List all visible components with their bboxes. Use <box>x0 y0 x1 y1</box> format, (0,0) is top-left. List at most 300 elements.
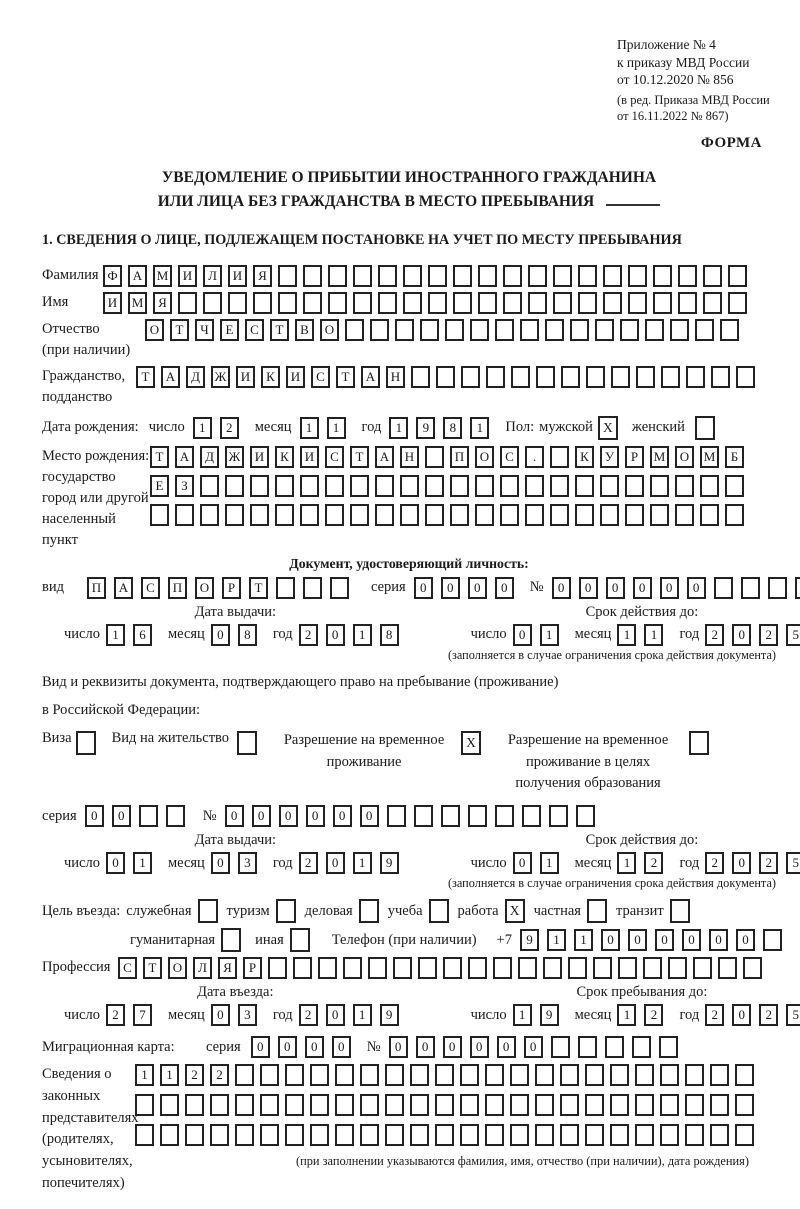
form-cell <box>625 504 644 526</box>
day-label: число <box>64 1006 100 1023</box>
month-label: месяц <box>574 626 612 643</box>
form-cell <box>235 1064 254 1086</box>
form-cell <box>253 292 272 314</box>
form-cell <box>735 1094 754 1116</box>
form-cell: С <box>500 446 519 468</box>
form-cell <box>278 265 297 287</box>
form-cell <box>475 504 494 526</box>
form-cell <box>335 1124 354 1146</box>
citizenship-row <box>42 366 776 408</box>
form-cell: 0 <box>633 577 652 599</box>
form-cell: 0 <box>211 624 230 646</box>
form-cell <box>586 366 605 388</box>
form-cell: 0 <box>687 577 706 599</box>
form-cell: 0 <box>279 805 298 827</box>
form-cell: 2 <box>299 624 318 646</box>
form-cell: З <box>175 475 194 497</box>
form-cell <box>235 1124 254 1146</box>
form-cell: С <box>325 446 344 468</box>
form-cell: С <box>118 957 137 979</box>
form-cell <box>660 1064 679 1086</box>
form-cell <box>285 1094 304 1116</box>
form-cell <box>503 292 522 314</box>
form-cell: 0 <box>682 929 701 951</box>
form-cell: Т <box>170 319 189 341</box>
form-cell <box>425 504 444 526</box>
form-cell <box>561 366 580 388</box>
form-cell <box>235 1094 254 1116</box>
form-cell: М <box>650 446 669 468</box>
form-cell <box>335 1094 354 1116</box>
form-cell <box>435 1094 454 1116</box>
form-cell <box>360 1064 379 1086</box>
form-cell <box>585 1064 604 1086</box>
representatives-line3 <box>135 1124 760 1146</box>
form-cell: Ч <box>195 319 214 341</box>
form-cell: 1 <box>547 929 566 951</box>
form-cell: 0 <box>443 1036 462 1058</box>
form-cell: О <box>145 319 164 341</box>
form-cell: И <box>250 446 269 468</box>
form-cell <box>711 366 730 388</box>
form-cell <box>635 1124 654 1146</box>
residence-doc-dates <box>42 832 799 874</box>
form-cell: Т <box>249 577 268 599</box>
purpose-item: работа X <box>458 899 525 923</box>
identity-document-row <box>42 577 776 599</box>
birth-date-row <box>42 416 776 440</box>
form-cell <box>520 319 539 341</box>
form-cell: 2 <box>299 1004 318 1026</box>
month-label: месяц <box>574 1006 612 1023</box>
form-cell <box>203 292 222 314</box>
form-cell: К <box>261 366 280 388</box>
form-cell <box>350 504 369 526</box>
form-cell <box>528 292 547 314</box>
form-cell: 0 <box>441 577 460 599</box>
form-cell: 9 <box>520 929 539 951</box>
representatives-line2 <box>135 1094 760 1116</box>
form-cell <box>511 366 530 388</box>
blank-underline <box>606 191 660 206</box>
form-cell <box>536 366 555 388</box>
valid-day-cells <box>513 852 567 874</box>
form-cell <box>468 957 487 979</box>
birth-place-line1 <box>150 446 750 468</box>
form-cell: 2 <box>185 1064 204 1086</box>
surname-label: Фамилия <box>42 266 99 283</box>
form-cell <box>475 475 494 497</box>
purpose-work-checkbox: X <box>505 899 525 923</box>
sex-label: Пол: <box>505 419 535 436</box>
form-cell <box>293 957 312 979</box>
form-cell <box>470 319 489 341</box>
day-label: число <box>64 626 100 643</box>
form-cell <box>611 366 630 388</box>
form-cell: 2 <box>705 852 724 874</box>
form-cell: С <box>245 319 264 341</box>
valid-until-header: Срок действия до: <box>585 603 699 620</box>
form-cell: Н <box>400 446 419 468</box>
form-cell: 5 <box>786 852 800 874</box>
day-label: число <box>148 419 185 436</box>
form-cell: И <box>300 446 319 468</box>
month-label: месяц <box>574 854 612 871</box>
entry-day-cells <box>106 1004 160 1026</box>
form-cell: 2 <box>106 1004 125 1026</box>
form-cell <box>763 929 782 951</box>
form-cell <box>695 319 714 341</box>
form-cell <box>385 1064 404 1086</box>
temp-residence-education-label: Разрешение на временное проживание в целях получения образования <box>507 731 669 792</box>
form-cell <box>510 1124 529 1146</box>
form-cell: А <box>161 366 180 388</box>
form-cell <box>718 957 737 979</box>
valid-year-cells <box>705 624 800 646</box>
form-cell <box>166 805 185 827</box>
valid-month-cells <box>617 624 671 646</box>
form-cell <box>693 957 712 979</box>
form-cell <box>350 475 369 497</box>
form-cell: 1 <box>644 624 663 646</box>
form-cell: И <box>228 265 247 287</box>
form-cell: Е <box>150 475 169 497</box>
form-cell: П <box>87 577 106 599</box>
form-title-line2: ИЛИ ЛИЦА БЕЗ ГРАЖДАНСТВА В МЕСТО ПРЕБЫВАНИЯ <box>42 190 776 214</box>
form-cell <box>725 475 744 497</box>
form-cell: 6 <box>133 624 152 646</box>
form-cell <box>370 319 389 341</box>
form-cell: 1 <box>617 1004 636 1026</box>
form-cell: 1 <box>353 852 372 874</box>
form-cell: С <box>141 577 160 599</box>
temp-residence-education-checkbox <box>689 731 709 755</box>
valid-until-block <box>471 604 800 646</box>
form-cell <box>410 1064 429 1086</box>
stay-until-header: Срок пребывания до: <box>576 984 708 1000</box>
form-cell: А <box>128 265 147 287</box>
form-cell: О <box>168 957 187 979</box>
form-cell: 0 <box>732 852 751 874</box>
appendix-line: к приказу МВД России <box>617 54 750 70</box>
birth-place-line3 <box>150 504 750 526</box>
form-cell <box>568 957 587 979</box>
patronymic-row <box>42 319 776 361</box>
form-cell <box>795 577 800 599</box>
form-cell: 0 <box>106 852 125 874</box>
form-cell <box>200 475 219 497</box>
form-cell <box>441 805 460 827</box>
patronymic-label: Отчество (при наличии) <box>42 320 131 358</box>
legal-representatives-label: Сведения о законных представителях (родителях, усыновителях, попечителях) <box>42 1066 139 1191</box>
form-cell <box>600 504 619 526</box>
form-cell <box>418 957 437 979</box>
form-cell: А <box>375 446 394 468</box>
appendix-reference <box>617 36 776 125</box>
form-cell: 1 <box>540 624 559 646</box>
form-cell: 1 <box>389 417 408 439</box>
form-cell <box>610 1124 629 1146</box>
form-cell: 0 <box>513 624 532 646</box>
form-cell: 2 <box>705 1004 724 1026</box>
form-cell: А <box>114 577 133 599</box>
identity-document-heading: Документ, удостоверяющий личность: <box>289 555 529 571</box>
form-cell: С <box>311 366 330 388</box>
form-cell <box>510 1094 529 1116</box>
issue-date-block <box>64 832 407 874</box>
form-cell <box>486 366 505 388</box>
month-label: месяц <box>167 626 205 643</box>
issue-date-block <box>64 604 407 646</box>
migration-card-row <box>42 1036 776 1058</box>
form-cell <box>175 504 194 526</box>
form-cell: 2 <box>759 852 778 874</box>
form-cell <box>550 504 569 526</box>
form-cell: О <box>675 446 694 468</box>
residence-doc-intro-line1: Вид и реквизиты документа, подтверждающего право на пребывание (проживание) <box>42 673 559 690</box>
form-cell <box>343 957 362 979</box>
form-cell <box>678 265 697 287</box>
form-cell: 0 <box>628 929 647 951</box>
form-cell <box>575 475 594 497</box>
form-cell: Я <box>153 292 172 314</box>
form-cell <box>650 475 669 497</box>
form-cell: 0 <box>225 805 244 827</box>
section-1-heading: 1. СВЕДЕНИЯ О ЛИЦЕ, ПОДЛЕЖАЩЕМ ПОСТАНОВКЕ НА УЧЕТ ПО МЕСТУ ПРЕБЫВАНИЯ <box>42 231 682 248</box>
stay-until-block <box>471 984 800 1026</box>
form-cell: 1 <box>106 624 125 646</box>
form-cell <box>435 1124 454 1146</box>
form-cell: Л <box>193 957 212 979</box>
validity-footnote: (заполняется в случае ограничения срока действия документа) <box>447 876 776 890</box>
issue-year-cells <box>299 624 407 646</box>
form-cell <box>325 504 344 526</box>
entry-month-cells <box>211 1004 265 1026</box>
form-cell <box>375 504 394 526</box>
form-cell <box>600 475 619 497</box>
form-cell <box>710 1124 729 1146</box>
form-cell: 8 <box>238 624 257 646</box>
issue-month-cells <box>211 852 265 874</box>
form-cell <box>668 957 687 979</box>
form-cell <box>450 504 469 526</box>
form-cell: 3 <box>238 852 257 874</box>
form-cell <box>378 265 397 287</box>
form-cell: 0 <box>732 1004 751 1026</box>
form-cell: 1 <box>617 852 636 874</box>
form-cell: 0 <box>470 1036 489 1058</box>
form-cell: 1 <box>617 624 636 646</box>
form-cell: Т <box>150 446 169 468</box>
form-cell: Ф <box>103 265 122 287</box>
form-cell <box>685 1064 704 1086</box>
form-cell <box>560 1094 579 1116</box>
form-cell: 0 <box>85 805 104 827</box>
form-cell <box>735 1124 754 1146</box>
form-cell <box>428 292 447 314</box>
form-cell <box>653 292 672 314</box>
form-cell: 0 <box>211 1004 230 1026</box>
year-label: год <box>361 419 382 436</box>
form-cell <box>535 1094 554 1116</box>
form-cell: 0 <box>333 805 352 827</box>
form-cell <box>700 475 719 497</box>
form-cell <box>310 1124 329 1146</box>
appendix-line: Приложение № 4 <box>617 37 716 52</box>
form-cell <box>620 319 639 341</box>
form-cell <box>425 475 444 497</box>
form-cell <box>636 366 655 388</box>
residence-doc-series-row <box>42 805 776 827</box>
form-cell <box>485 1094 504 1116</box>
form-cell <box>728 265 747 287</box>
issue-day-cells <box>106 852 160 874</box>
year-label: год <box>679 626 700 643</box>
form-cell <box>461 366 480 388</box>
form-cell <box>553 265 572 287</box>
form-cell <box>595 319 614 341</box>
form-cell: 2 <box>705 624 724 646</box>
given-name-cells <box>103 292 753 314</box>
form-cell <box>714 577 733 599</box>
form-cell <box>310 1064 329 1086</box>
valid-until-block <box>471 832 800 874</box>
given-name-row <box>42 292 776 314</box>
form-cell: 0 <box>495 577 514 599</box>
form-cell: 0 <box>579 577 598 599</box>
form-cell <box>260 1094 279 1116</box>
form-cell: 0 <box>211 852 230 874</box>
form-cell: 1 <box>327 417 346 439</box>
form-cell <box>478 265 497 287</box>
birth-year-cells <box>389 417 497 439</box>
form-cell <box>250 504 269 526</box>
form-cell <box>300 504 319 526</box>
form-cell: О <box>320 319 339 341</box>
form-cell <box>500 504 519 526</box>
form-cell: А <box>175 446 194 468</box>
form-cell <box>736 366 755 388</box>
purpose-transit-checkbox <box>670 899 690 923</box>
form-cell: 0 <box>305 1036 324 1058</box>
form-cell <box>545 319 564 341</box>
form-cell: 1 <box>160 1064 179 1086</box>
profession-row <box>42 957 776 979</box>
form-cell: Е <box>220 319 239 341</box>
birth-place-line2 <box>150 475 750 497</box>
form-cell <box>411 366 430 388</box>
day-label: число <box>64 854 100 871</box>
form-cell <box>610 1064 629 1086</box>
appendix-revision-line: (в ред. Приказа МВД России <box>617 92 770 107</box>
form-cell <box>368 957 387 979</box>
form-cell: М <box>128 292 147 314</box>
form-cell <box>303 577 322 599</box>
entry-stay-dates <box>42 984 799 1026</box>
form-cell: О <box>475 446 494 468</box>
doc-type-cells <box>87 577 357 599</box>
migration-card-label: Миграционная карта: <box>42 1038 175 1055</box>
residence-permit-label: Вид на жительство <box>111 729 230 746</box>
appendix-line: от 10.12.2020 № 856 <box>617 72 734 88</box>
form-cell <box>276 577 295 599</box>
form-cell <box>300 475 319 497</box>
form-cell: 9 <box>540 1004 559 1026</box>
form-cell <box>660 1124 679 1146</box>
birth-day-cells <box>193 417 247 439</box>
residence-permit-checkbox <box>237 731 257 755</box>
residence-number-cells <box>225 805 603 827</box>
form-cell <box>495 805 514 827</box>
issue-date-header: Дата выдачи: <box>194 603 277 620</box>
form-cell <box>603 265 622 287</box>
form-cell <box>260 1124 279 1146</box>
form-cell: Ж <box>225 446 244 468</box>
sex-female-label: женский <box>631 419 685 436</box>
form-cell <box>525 475 544 497</box>
residence-series-cells <box>85 805 193 827</box>
form-title-line1: УВЕДОМЛЕНИЕ О ПРИБЫТИИ ИНОСТРАННОГО ГРАЖДАНИНА <box>161 168 657 186</box>
form-cell <box>278 292 297 314</box>
residence-doc-intro-line2: в Российской Федерации: <box>42 702 201 719</box>
form-cell <box>686 366 705 388</box>
year-label: год <box>679 854 700 871</box>
issue-date-header: Дата выдачи: <box>194 832 277 848</box>
form-cell: 0 <box>709 929 728 951</box>
form-cell <box>139 805 158 827</box>
form-cell <box>403 265 422 287</box>
residence-permit-options <box>42 730 776 795</box>
form-cell <box>551 1036 570 1058</box>
form-cell <box>450 475 469 497</box>
form-cell <box>410 1094 429 1116</box>
entry-year-cells <box>299 1004 407 1026</box>
form-cell <box>460 1064 479 1086</box>
form-cell: 9 <box>380 852 399 874</box>
day-label: число <box>470 854 507 871</box>
form-cell <box>493 957 512 979</box>
form-cell <box>560 1124 579 1146</box>
form-cell: А <box>361 366 380 388</box>
purpose-item: иная <box>255 928 310 952</box>
entry-purpose-row2 <box>42 928 776 952</box>
form-cell <box>345 319 364 341</box>
form-cell: 0 <box>326 1004 345 1026</box>
form-cell: Д <box>200 446 219 468</box>
form-cell <box>150 504 169 526</box>
form-cell <box>660 1094 679 1116</box>
form-cell: 5 <box>786 1004 800 1026</box>
representatives-line1 <box>135 1064 760 1086</box>
form-cell <box>560 1064 579 1086</box>
form-cell: 0 <box>112 805 131 827</box>
validity-footnote: (заполняется в случае ограничения срока действия документа) <box>447 647 776 662</box>
form-cell <box>535 1064 554 1086</box>
month-label: месяц <box>167 1006 205 1023</box>
form-cell <box>160 1124 179 1146</box>
form-cell: 0 <box>278 1036 297 1058</box>
legal-representatives-block <box>42 1064 776 1195</box>
migration-number-label: № <box>366 1038 381 1055</box>
form-cell <box>160 1094 179 1116</box>
doc-type-label: вид <box>42 579 64 596</box>
sex-female-checkbox <box>695 416 715 440</box>
form-cell <box>528 265 547 287</box>
form-cell <box>310 1094 329 1116</box>
form-cell <box>210 1094 229 1116</box>
purpose-other-checkbox <box>290 928 310 952</box>
form-cell <box>275 475 294 497</box>
